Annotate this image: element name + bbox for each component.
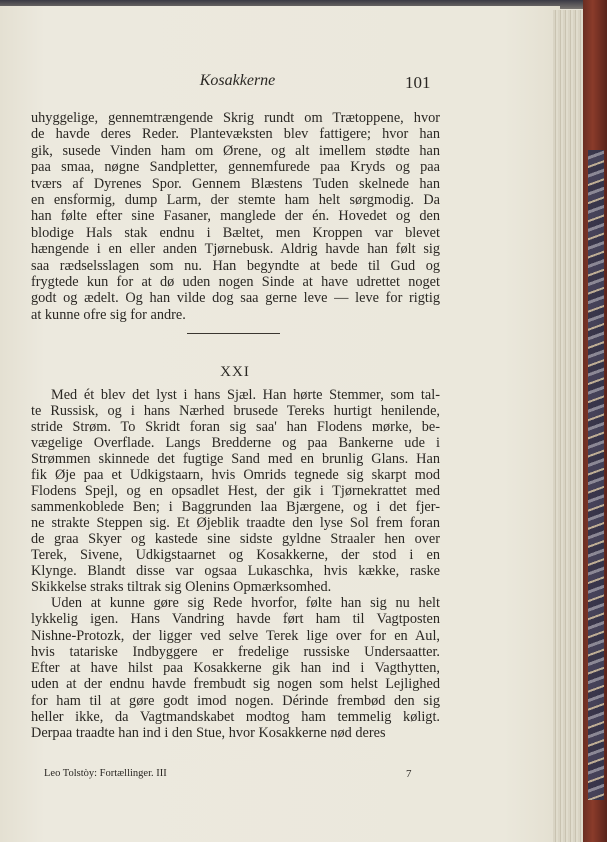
text-line: at kunne ofre sig for andre. (31, 306, 186, 323)
text-line: Med ét blev det lyst i hans Sjæl. Han hørte Stemmer, som tal- (51, 387, 440, 403)
text-line: uden at der endnu havde frembudt sig nogen som helst Lejlighed (31, 676, 440, 693)
running-title: Kosakkerne (199, 72, 276, 89)
text-line: Klynge. Blandt disse var ogsaa Lukaschka, hvis kække, raske (31, 563, 440, 579)
text-line: Flodens Spejl, og en opsadlet Hest, der gik i Tjørnekrattet med (31, 483, 440, 499)
text-line: de graa Skyer og kastede sine sidste gyldne Straaler hen over (31, 531, 440, 547)
text-line: ne strakte Steppen sig. Et Øjeblik traadte den lyse Sol frem foran (31, 515, 440, 531)
page-number: 101 (405, 73, 431, 92)
section-divider (187, 333, 280, 334)
chapter-heading: XXI (220, 364, 250, 380)
text-line: godt og ædelt. Og han vilde dog saa gerne leve — leve for rigtig (31, 290, 440, 307)
text-line: lykkelig igen. Hans Vandring havde ført ham til Vagtposten (31, 611, 440, 628)
text-line: tværs af Dyrenes Spor. Gennem Blæstens Tuden skelnede han (31, 175, 440, 192)
text-line: Derpaa traadte han ind i den Stue, hvor Kosakkerne nød deres (31, 725, 386, 742)
paragraph-2 (31, 387, 440, 595)
text-line: frygtede kun for at dø uden nogen Sinde at have udrettet noget (31, 273, 440, 290)
text-line: paa smaa, nøgne Sandpletter, gennemfurede paa Kryds og paa (31, 159, 440, 176)
text-line: vægelige Overflade. Langs Bredderne og paa Bankerne ude i (31, 435, 440, 451)
text-line: gik, susede Vinden ham om Ørene, og alt imellem stødte han (31, 142, 440, 159)
text-line: Uden at kunne gøre sig Rede hvorfor, følte han sig nu helt (51, 595, 440, 611)
text-line: heller ikke, da Vagtmandskabet modtog ham temmelig køligt. (31, 709, 440, 726)
footer-signature: Leo Tolstòy: Fortællinger. III (44, 768, 167, 779)
text-line: han følte efter sine Fasaner, manglede der én. Hovedet og den (31, 208, 440, 225)
footer-sheet-number: 7 (406, 768, 412, 780)
text-line: Nishne-Protozk, der ligger ved selve Terek lige over for en Aul, (31, 627, 440, 644)
paragraph-3 (31, 595, 440, 742)
text-line: te Russisk, og i hans Nærhed brusede Tereks hurtigt henilende, (31, 403, 440, 419)
text-line: blodige Hals stak endnu i Bæltet, men Kroppen var blevet (31, 224, 440, 241)
text-line: fik Øje paa et Udkigstaarn, hvis Omrids tegnede sig skarpt mod (31, 467, 440, 483)
text-line: Strømmen skinnede det fugtige Sand med en brunlig Glans. Han (31, 451, 440, 467)
text-line: de havde deres Reder. Plantevæksten blev fattigere; hvor han (31, 126, 440, 143)
text-line: uhyggelige, gennemtrængende Skrig rundt om Trætoppene, hvor (31, 110, 440, 126)
text-line: sammenkoblede Ben; i Baggrunden laa Bjærgene, og i det fjer- (31, 499, 440, 515)
page-stack-edge (553, 10, 583, 842)
text-line: Efter at have hilst paa Kosakkerne gik han ind i Vagthytten, (31, 660, 440, 677)
text-line: saa rædselsslagen som nu. Han begyndte at bede til Gud og (31, 257, 440, 274)
text-line: Terek, Sivene, Udkigstaarnet og Kosakkerne, der stod i en (31, 547, 440, 563)
text-line: en ensformig, dump Larm, der stemte ham helt sørgmodig. Da (31, 191, 440, 208)
text-line: stride Strøm. To Skridt foran sig saa' han Flodens mørke, be- (31, 419, 440, 435)
text-line: for ham til at gøre godt imod nogen. Dérinde frembød den sig (31, 692, 440, 709)
text-line: hvis tatariske Indbyggere er fredelige russiske Undersaatter. (31, 643, 440, 660)
paragraph-1 (31, 110, 440, 325)
text-line: Skikkelse straks tiltrak sig Olenins Opmærksomhed. (31, 579, 332, 595)
marbled-cover (588, 150, 604, 800)
text-line: hængende i en eller anden Tjørnebusk. Aldrig havde han følt sig (31, 241, 440, 258)
